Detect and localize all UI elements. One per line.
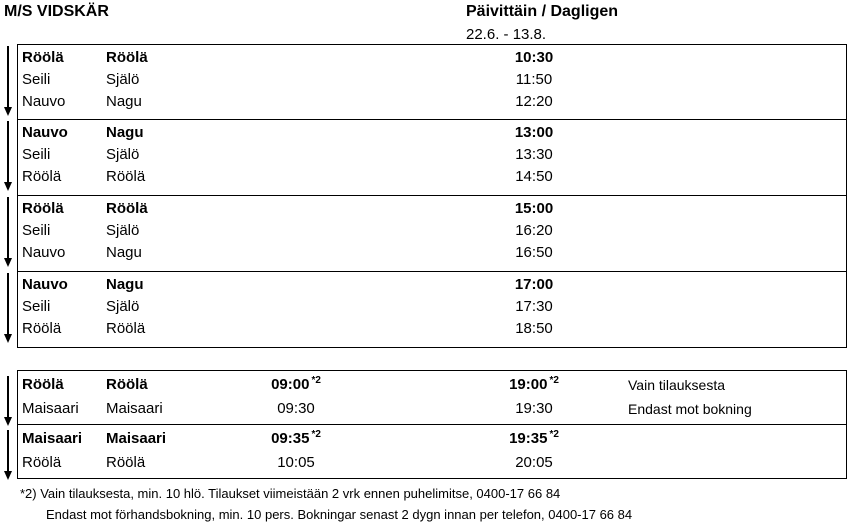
stop-name-sv: Själö xyxy=(106,71,140,88)
arrow-shaft xyxy=(7,197,9,259)
footnote-fi: *2) Vain tilauksesta, min. 10 hlö. Tilaukset viimeistään 2 vrk ennen puhelimitse, 0400-17 66 84 xyxy=(20,486,561,501)
departure-time: 13:00 xyxy=(514,124,554,141)
arrow-head xyxy=(4,334,12,343)
stop-row xyxy=(18,220,846,242)
down-arrow-icon xyxy=(4,273,12,343)
stop-name-fi: Röölä xyxy=(22,49,64,66)
departure-time: 10:30 xyxy=(514,49,554,66)
stop-name-fi: Nauvo xyxy=(22,93,66,110)
arrow-head xyxy=(4,182,12,191)
stop-row xyxy=(18,318,846,340)
stop-name-sv: Röölä xyxy=(106,320,146,337)
time-value: 19:30 xyxy=(515,400,553,417)
departure-time: 11:50 xyxy=(515,71,553,88)
stop-name-sv: Nagu xyxy=(106,244,142,261)
stop-name-sv: Maisaari xyxy=(106,430,167,447)
departure-time xyxy=(494,376,574,396)
stop-row xyxy=(18,198,846,220)
stop-name-fi: Röölä xyxy=(22,320,62,337)
stop-name-fi: Seili xyxy=(22,71,51,88)
stop-row xyxy=(18,374,846,396)
stop-name-fi: Nauvo xyxy=(22,124,68,141)
stop-name-sv: Nagu xyxy=(106,276,144,293)
stop-name-sv: Nagu xyxy=(106,124,144,141)
stop-name-sv: Själö xyxy=(106,146,140,163)
stop-name-fi: Röölä xyxy=(22,168,62,185)
departure-time xyxy=(256,454,336,472)
time-value: 20:05 xyxy=(515,454,553,471)
stop-name-sv: Röölä xyxy=(106,49,148,66)
departure-time xyxy=(494,400,574,418)
stop-name-sv: Röölä xyxy=(106,168,146,185)
departure-time: 18:50 xyxy=(515,320,553,337)
arrow-shaft xyxy=(7,121,9,183)
trip-block xyxy=(17,271,847,348)
stop-name-sv: Röölä xyxy=(106,454,146,471)
stop-row xyxy=(18,274,846,296)
departure-time: 13:30 xyxy=(515,146,553,163)
departure-time: 17:00 xyxy=(514,276,554,293)
departure-time: 15:00 xyxy=(514,200,554,217)
stop-name-fi: Röölä xyxy=(22,376,64,393)
stop-row xyxy=(18,166,846,188)
stop-row xyxy=(18,47,846,69)
time-value: 09:00 xyxy=(271,376,310,393)
stop-name-fi: Seili xyxy=(22,222,51,239)
departure-time xyxy=(256,400,336,418)
stop-name-sv: Själö xyxy=(106,298,140,315)
departure-time xyxy=(256,376,336,396)
stop-row xyxy=(18,91,846,113)
footnote-marker: *2 xyxy=(549,429,559,440)
stop-name-sv: Röölä xyxy=(106,200,148,217)
stop-row xyxy=(18,452,846,474)
stop-row xyxy=(18,122,846,144)
departure-time: 17:30 xyxy=(515,298,553,315)
down-arrow-icon xyxy=(4,430,12,480)
stop-name-sv: Röölä xyxy=(106,376,148,393)
stop-row xyxy=(18,144,846,166)
stop-name-sv: Nagu xyxy=(106,93,142,110)
stop-name-fi: Maisaari xyxy=(22,400,79,417)
stop-name-fi: Nauvo xyxy=(22,244,66,261)
footnote-sv: Endast mot förhandsbokning, min. 10 pers. Bokningar senast 2 dygn innan per telefon, 0400-17 66 84 xyxy=(46,507,633,522)
trip-block xyxy=(17,119,847,196)
departure-time: 12:20 xyxy=(515,93,553,110)
footnote-marker: *2 xyxy=(311,375,321,386)
booking-note: Endast mot bokning xyxy=(628,401,752,417)
down-arrow-icon xyxy=(4,121,12,191)
arrow-head xyxy=(4,471,12,480)
footnote-marker: *2 xyxy=(549,375,559,386)
stop-name-sv: Själö xyxy=(106,222,140,239)
trip-block xyxy=(17,195,847,272)
stop-name-fi: Röölä xyxy=(22,454,62,471)
departure-time xyxy=(494,454,574,472)
time-value: 09:30 xyxy=(277,400,315,417)
stop-row xyxy=(18,242,846,264)
stop-row xyxy=(18,69,846,91)
stop-row xyxy=(18,398,846,420)
stop-row xyxy=(18,428,846,450)
departure-time: 16:50 xyxy=(515,244,553,261)
stop-name-fi: Seili xyxy=(22,298,51,315)
down-arrow-icon xyxy=(4,197,12,267)
arrow-shaft xyxy=(7,376,9,418)
time-value: 19:00 xyxy=(509,376,548,393)
down-arrow-icon xyxy=(4,46,12,116)
trip-block xyxy=(17,424,847,479)
vessel-name: M/S VIDSKÄR xyxy=(4,3,109,20)
time-value: 19:35 xyxy=(509,430,548,447)
arrow-shaft xyxy=(7,430,9,472)
stop-row xyxy=(18,296,846,318)
departure-time: 14:50 xyxy=(515,168,553,185)
time-value: 10:05 xyxy=(277,454,315,471)
booking-note: Vain tilauksesta xyxy=(628,377,726,393)
stop-name-fi: Röölä xyxy=(22,200,64,217)
schedule-title: Päivittäin / Dagligen xyxy=(466,3,619,20)
departure-time xyxy=(494,430,574,450)
schedule-period: 22.6. - 13.8. xyxy=(466,26,547,43)
down-arrow-icon xyxy=(4,376,12,426)
arrow-head xyxy=(4,417,12,426)
stop-name-fi: Seili xyxy=(22,146,51,163)
trip-block xyxy=(17,370,847,425)
departure-time: 16:20 xyxy=(515,222,553,239)
trip-block xyxy=(17,44,847,120)
arrow-shaft xyxy=(7,46,9,108)
stop-name-fi: Nauvo xyxy=(22,276,68,293)
arrow-head xyxy=(4,258,12,267)
time-value: 09:35 xyxy=(271,430,310,447)
arrow-shaft xyxy=(7,273,9,335)
stop-name-fi: Maisaari xyxy=(22,430,83,447)
departure-time xyxy=(256,430,336,450)
arrow-head xyxy=(4,107,12,116)
stop-name-sv: Maisaari xyxy=(106,400,163,417)
footnote-marker: *2 xyxy=(311,429,321,440)
